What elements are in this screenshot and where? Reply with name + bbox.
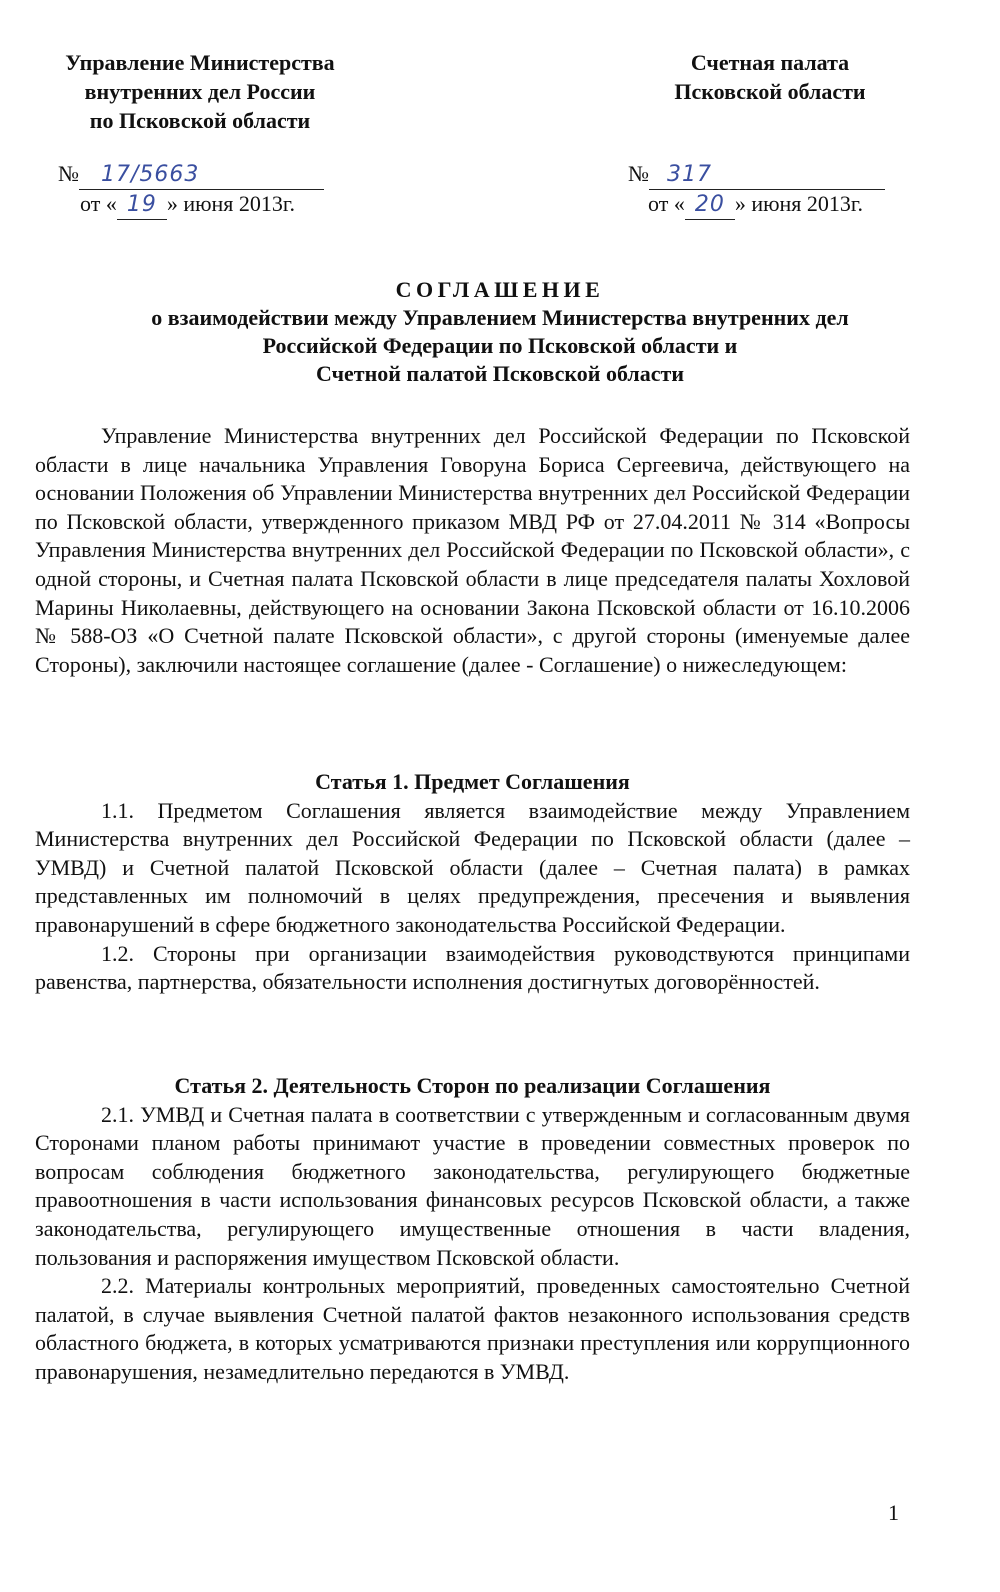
- title-line-1: о взаимодействии между Управлением Министерства внутренних дел: [151, 305, 849, 330]
- left-reg-date: [80, 190, 295, 220]
- handwritten-day: 20: [694, 192, 725, 217]
- article-2-heading: Статья 2. Деятельность Сторон по реализации Соглашения: [174, 1073, 771, 1098]
- left-reg-number: [58, 160, 324, 190]
- sender-line-3: по Псковской области: [89, 108, 311, 133]
- right-reg-date: [648, 190, 863, 220]
- title-line-2: Российской Федерации по Псковской области и: [262, 333, 738, 358]
- preamble-paragraph: Управление Министерства внутренних дел Российской Федерации по Псковской области в лице начальника Управления Говоруна Бориса Сергеевича, действующего на основании Положения об Управлении Министерства внутренних дел Российской Федерации по Псковской области, утвержденного приказом МВД РФ от 27.04.2011 № 314 «Вопросы Управления Министерства внутренних дел Российской Федерации по Псковской области», с одной стороны, и Счетная палата Псковской области в лице председателя палаты Хохловой Марины Николаевны, действующего на основании Закона Псковской области от 16.10.2006 № 588-ОЗ «О Счетной палате Псковской области», с другой стороны (именуемые далее Стороны), заключили настоящее соглашение (далее - Соглашение) о нижеследующем:: [35, 423, 910, 677]
- clause-2-2: 2.2. Материалы контрольных мероприятий, проведенных самостоятельно Счетной палатой, в случае выявления Счетной палатой фактов незаконного использования средств областного бюджета, в которых усматриваются признаки преступления или коррупционного правонарушения, незамедлительно передаются в УМВД.: [35, 1273, 910, 1384]
- date-suffix: » июня 2013г.: [734, 191, 863, 216]
- date-prefix: от «: [648, 191, 685, 216]
- right-reg-number: [628, 160, 885, 190]
- recipient-line-2: Псковской области: [674, 79, 866, 104]
- clause-1-1: 1.1. Предметом Соглашения является взаимодействие между Управлением Министерства внутренних дел Российской Федерации по Псковской области (далее – УМВД) и Счетной палатой Псковской области (далее – Счетная палата) в рамках представленных им полномочий в целях предупреждения, пресечения и выявления правонарушений в сфере бюджетного законодательства Российской Федерации.: [35, 797, 910, 937]
- sender-header: [40, 48, 360, 135]
- clause-2-1: 2.1. УМВД и Счетная палата в соответствии с утвержденным и согласованным двумя Сторонами планом работы принимают участие в проведении совместных проверок по вопросам соблюдения бюджетного законодательства, регулирующего бюджетные правоотношения в части использования финансовых ресурсов Псковской области, а также законодательства, регулирующего имущественные отношения в части владения, пользования и распоряжения имуществом Псковской области.: [35, 1101, 910, 1270]
- recipient-line-1: Счетная палата: [690, 50, 850, 75]
- title-main: СОГЛАШЕНИЕ: [395, 277, 605, 302]
- recipient-header: [630, 48, 910, 106]
- article-1: [35, 768, 910, 997]
- clause-1-2: 1.2. Стороны при организации взаимодействия руководствуются принципами равенства, партнерства, обязательности исполнения достигнутых договорённостей.: [35, 940, 910, 995]
- handwritten-reg-number: 17/5663: [101, 162, 200, 187]
- sender-line-1: Управление Министерства: [65, 50, 335, 75]
- date-suffix: » июня 2013г.: [166, 191, 295, 216]
- sender-line-2: внутренних дел России: [84, 79, 316, 104]
- number-sign: №: [58, 161, 79, 186]
- handwritten-reg-number: 317: [667, 162, 712, 187]
- number-sign: №: [628, 161, 649, 186]
- document-title: [0, 276, 1000, 388]
- page-number: 1: [888, 1500, 899, 1525]
- article-1-heading: Статья 1. Предмет Соглашения: [315, 769, 630, 794]
- article-2: [35, 1072, 910, 1387]
- date-prefix: от «: [80, 191, 117, 216]
- handwritten-day: 19: [126, 192, 157, 217]
- preamble-block: [35, 422, 910, 679]
- title-line-3: Счетной палатой Псковской области: [316, 361, 684, 386]
